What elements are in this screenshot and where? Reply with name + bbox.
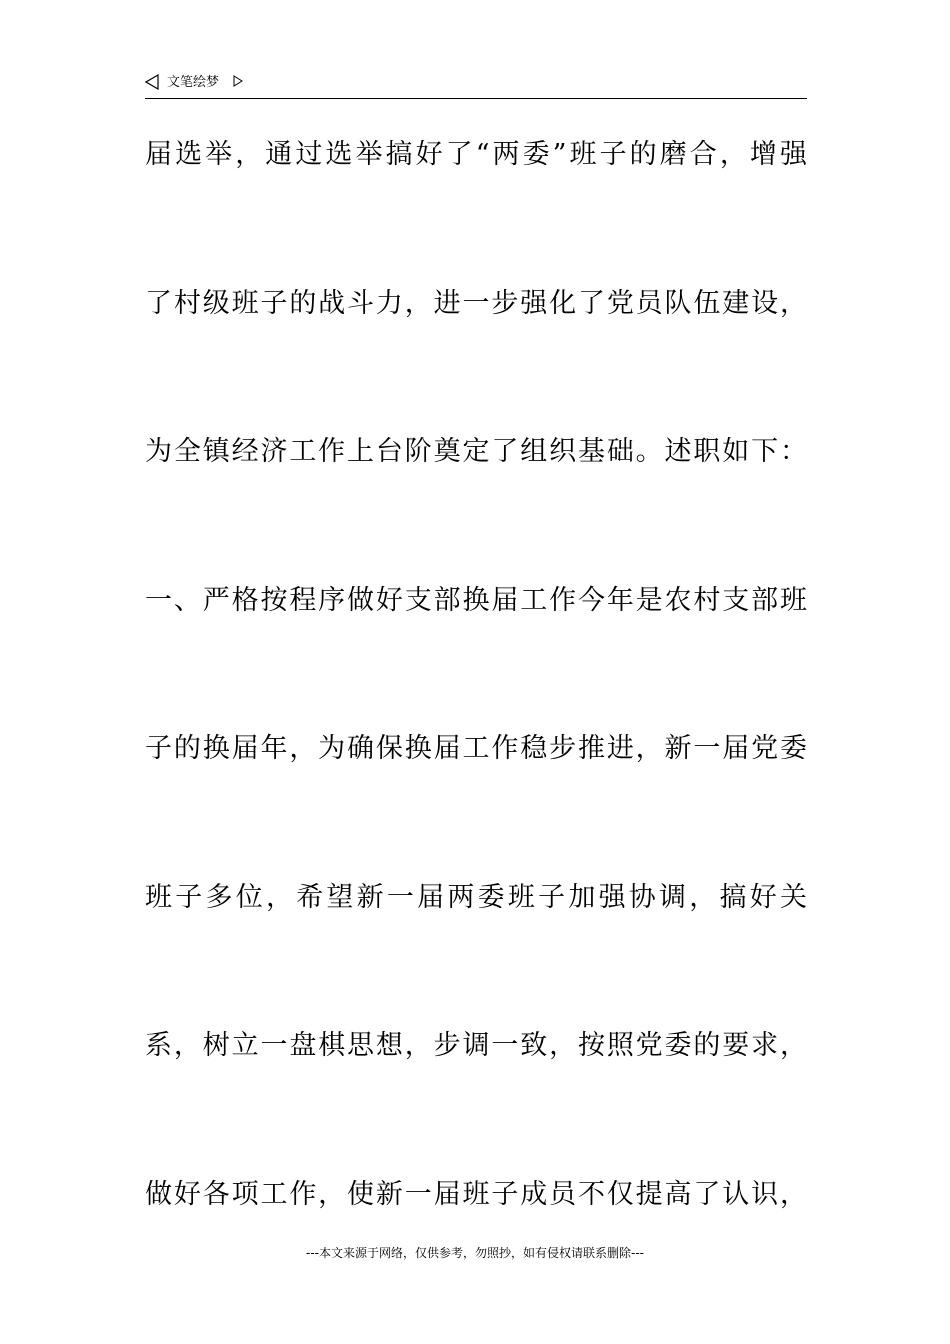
body-line: 做好各项工作，使新一届班子成员不仅提高了认识， — [145, 1179, 807, 1210]
triangle-right-icon — [233, 75, 243, 87]
body-line: 子的换届年，为确保换届工作稳步推进，新一届党委 — [145, 733, 807, 764]
page-header — [145, 72, 807, 99]
body-line: 班子多位，希望新一届两委班子加强协调，搞好关 — [145, 882, 807, 913]
body-line: 一、严格按程序做好支部换届工作今年是农村支部班 — [145, 585, 807, 616]
triangle-left-icon — [145, 74, 159, 90]
body-line: 为全镇经济工作上台阶奠定了组织基础。述职如下： — [145, 436, 807, 467]
header-title: 文笔绘梦 — [167, 75, 220, 90]
body-line: 届选举，通过选举搞好了“两委”班子的磨合，增强 — [145, 139, 807, 170]
body-line: 了村级班子的战斗力，进一步强化了党员队伍建设， — [145, 288, 807, 319]
footer-disclaimer: ---本文来源于网络，仅供参考，勿照抄，如有侵权请联系删除--- — [306, 1246, 644, 1260]
body-line: 系，树立一盘棋思想，步调一致，按照党委的要求， — [145, 1030, 807, 1061]
